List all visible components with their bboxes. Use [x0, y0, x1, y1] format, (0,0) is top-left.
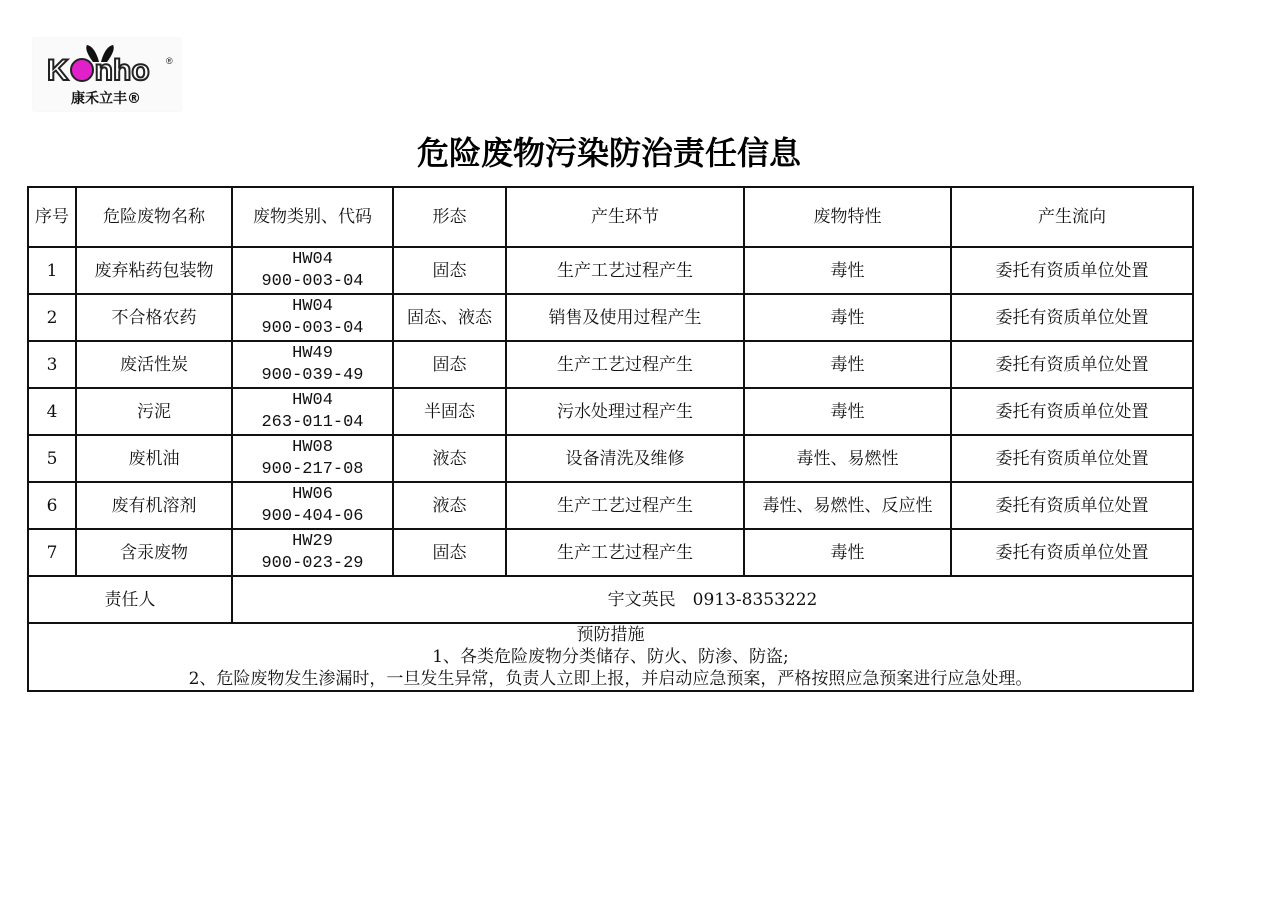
- cell-category-code: HW04 900-003-04: [232, 247, 393, 294]
- cell-category-code: HW49 900-039-49: [232, 341, 393, 388]
- header-property: 废物特性: [744, 187, 951, 247]
- header-source: 产生环节: [506, 187, 744, 247]
- header-category-code: 废物类别、代码: [232, 187, 393, 247]
- prevention-title: 预防措施: [576, 625, 645, 645]
- responsible-person-row: [28, 576, 1193, 623]
- cell-source: 生产工艺过程产生: [506, 247, 744, 294]
- cell-name: 废弃粘药包装物: [76, 247, 232, 294]
- cell-category-code: HW06 900-404-06: [232, 482, 393, 529]
- cell-form: 半固态: [393, 388, 506, 435]
- table-row: [28, 341, 1193, 388]
- cell-flow: 委托有资质单位处置: [951, 247, 1193, 294]
- cell-form: 液态: [393, 482, 506, 529]
- cell-property: 毒性: [744, 388, 951, 435]
- cell-property: 毒性、易燃性、反应性: [744, 482, 951, 529]
- cell-category-code: HW04 263-011-04: [232, 388, 393, 435]
- cell-no: 2: [28, 294, 76, 341]
- cell-name: 废有机溶剂: [76, 482, 232, 529]
- cell-form: 固态: [393, 529, 506, 576]
- prevention-measures-cell: [28, 623, 1193, 691]
- hazardous-waste-table: [27, 186, 1194, 692]
- cell-property: 毒性: [744, 247, 951, 294]
- responsible-value: 宇文英民 0913-8353222: [232, 576, 1193, 623]
- logo-pink-o-icon: [70, 58, 94, 82]
- cell-form: 固态: [393, 341, 506, 388]
- cell-no: 3: [28, 341, 76, 388]
- cell-source: 生产工艺过程产生: [506, 482, 744, 529]
- cell-property: 毒性: [744, 529, 951, 576]
- prevention-line-1: 1、各类危险废物分类储存、防火、防渗、防盗;: [432, 647, 789, 667]
- table-row: [28, 294, 1193, 341]
- registered-mark: ®: [166, 56, 173, 66]
- cell-form: 固态: [393, 247, 506, 294]
- cell-source: 污水处理过程产生: [506, 388, 744, 435]
- cell-no: 5: [28, 435, 76, 482]
- cell-flow: 委托有资质单位处置: [951, 341, 1193, 388]
- table-row: [28, 388, 1193, 435]
- page-title: 危险废物污染防治责任信息: [416, 134, 801, 172]
- cell-flow: 委托有资质单位处置: [951, 388, 1193, 435]
- cell-property: 毒性: [744, 341, 951, 388]
- cell-property: 毒性: [744, 294, 951, 341]
- header-flow: 产生流向: [951, 187, 1193, 247]
- header-no: 序号: [28, 187, 76, 247]
- cell-no: 1: [28, 247, 76, 294]
- cell-flow: 委托有资质单位处置: [951, 482, 1193, 529]
- cell-category-code: HW08 900-217-08: [232, 435, 393, 482]
- cell-source: 设备清洗及维修: [506, 435, 744, 482]
- cell-flow: 委托有资质单位处置: [951, 294, 1193, 341]
- cell-category-code: HW29 900-023-29: [232, 529, 393, 576]
- company-logo: [33, 38, 181, 111]
- cell-no: 7: [28, 529, 76, 576]
- table-row: [28, 482, 1193, 529]
- cell-source: 销售及使用过程产生: [506, 294, 744, 341]
- logo-wordmark: K nho: [47, 54, 150, 87]
- table-row: [28, 247, 1193, 294]
- cell-form: 液态: [393, 435, 506, 482]
- cell-flow: 委托有资质单位处置: [951, 529, 1193, 576]
- cell-flow: 委托有资质单位处置: [951, 435, 1193, 482]
- responsible-label: 责任人: [28, 576, 232, 623]
- cell-source: 生产工艺过程产生: [506, 529, 744, 576]
- cell-no: 6: [28, 482, 76, 529]
- table-header-row: [28, 187, 1193, 247]
- cell-name: 含汞废物: [76, 529, 232, 576]
- table-row: [28, 435, 1193, 482]
- cell-name: 废活性炭: [76, 341, 232, 388]
- cell-category-code: HW04 900-003-04: [232, 294, 393, 341]
- header-form: 形态: [393, 187, 506, 247]
- cell-property: 毒性、易燃性: [744, 435, 951, 482]
- cell-form: 固态、液态: [393, 294, 506, 341]
- cell-no: 4: [28, 388, 76, 435]
- logo-chinese-name: 康禾立丰®: [71, 91, 141, 107]
- header-name: 危险废物名称: [76, 187, 232, 247]
- prevention-line-2: 2、危险废物发生渗漏时，一旦发生异常，负责人立即上报，并启动应急预案，严格按照应急预案进行应急处理。: [188, 669, 1033, 689]
- cell-name: 不合格农药: [76, 294, 232, 341]
- cell-name: 废机油: [76, 435, 232, 482]
- table-row: [28, 529, 1193, 576]
- cell-name: 污泥: [76, 388, 232, 435]
- cell-source: 生产工艺过程产生: [506, 341, 744, 388]
- prevention-measures-row: [28, 623, 1193, 691]
